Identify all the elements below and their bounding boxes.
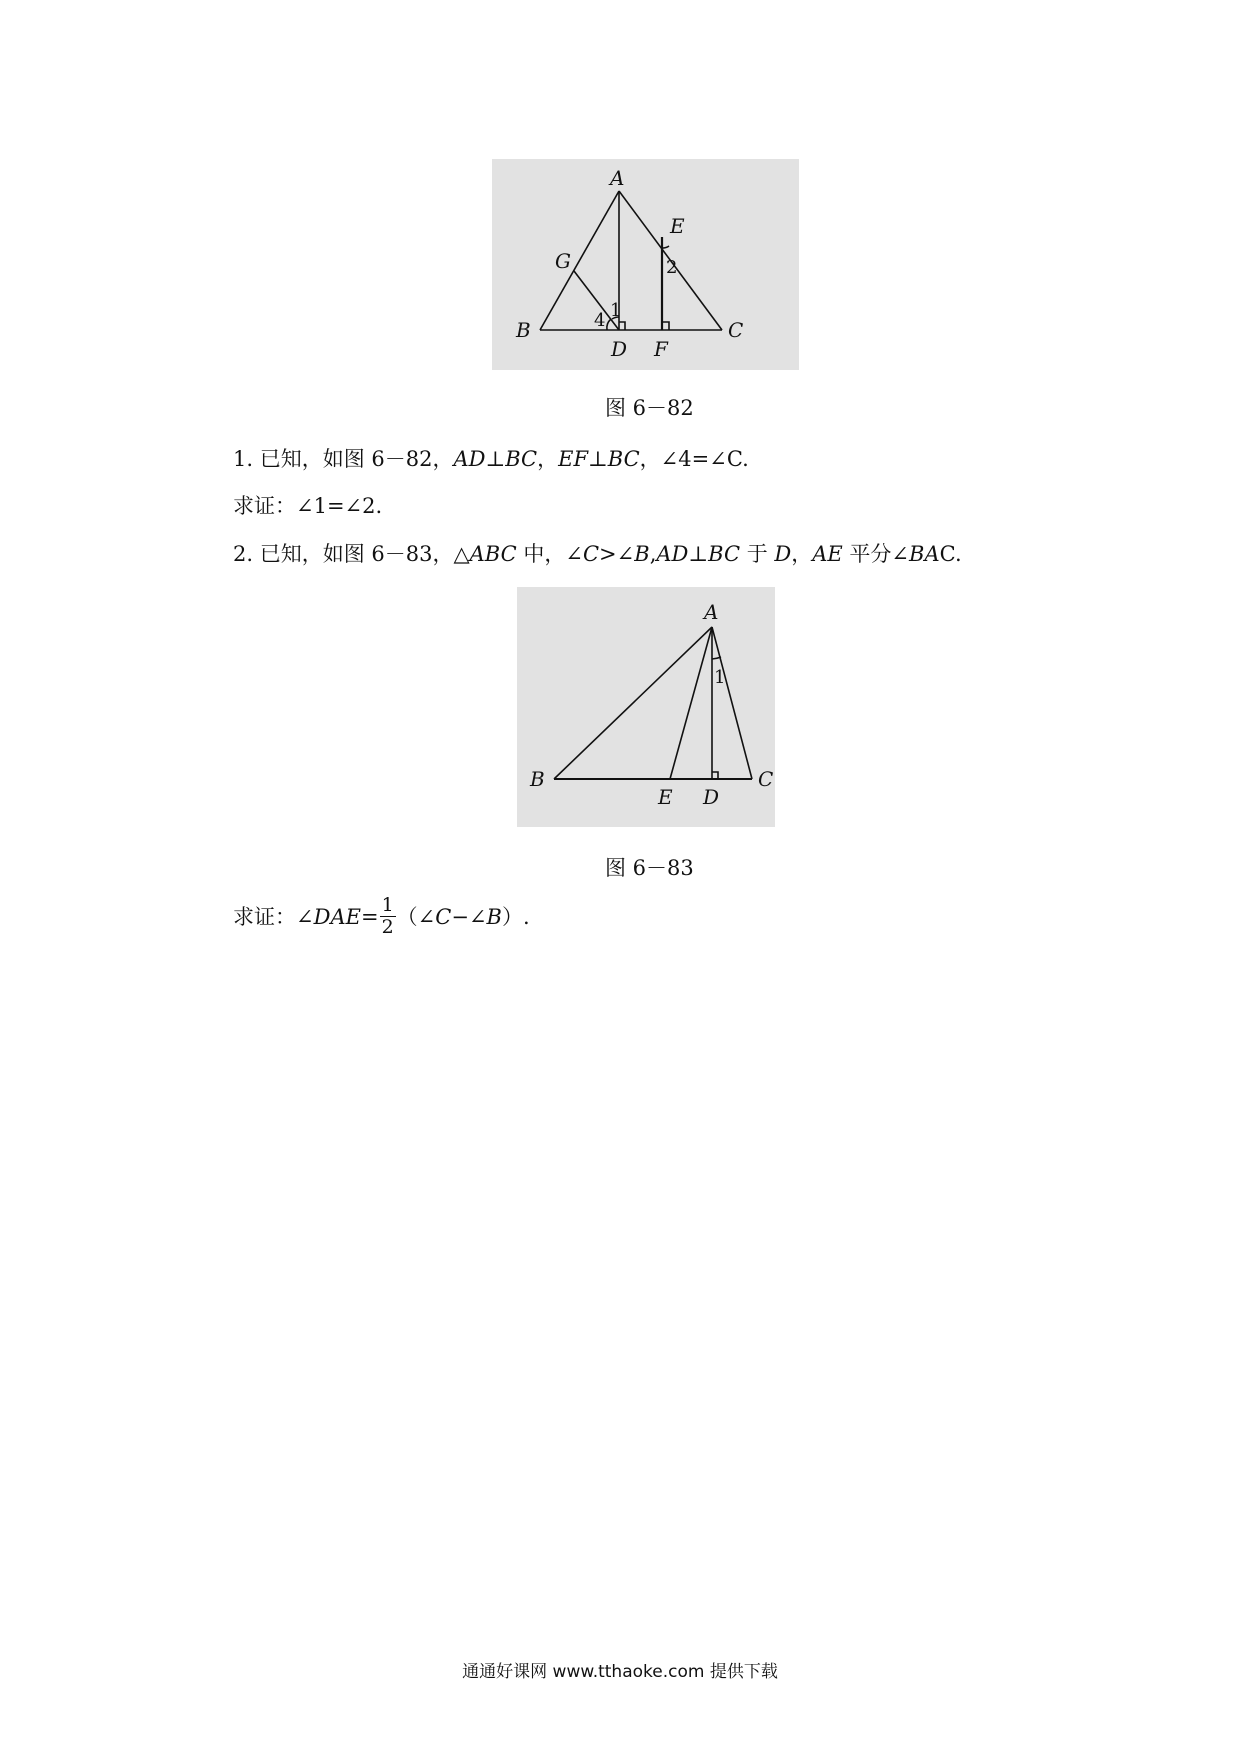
label-d: D <box>703 785 720 809</box>
label-angle-4: 4 <box>594 310 606 331</box>
label-c: C <box>758 767 774 791</box>
label-e: E <box>670 214 685 238</box>
label-f: F <box>654 337 668 361</box>
footer-credit: 通通好课网 www.tthaoke.com 提供下载 <box>462 1662 778 1682</box>
label-g: G <box>555 249 571 273</box>
figure-6-83-diagram <box>517 587 775 827</box>
segment-ac <box>712 627 752 779</box>
figure-6-82-diagram <box>492 159 799 370</box>
label-a: A <box>704 600 719 624</box>
label-angle-1: 1 <box>714 667 726 688</box>
label-angle-2: 2 <box>666 257 678 278</box>
label-a: A <box>610 166 625 190</box>
figure-6-82-caption: 图 6－82 <box>605 396 694 420</box>
problem-2-prove: 求证：∠DAE= $\frac{1}{2}$ （∠C−∠B）. <box>233 894 530 938</box>
figure-6-83-caption: 图 6－83 <box>605 856 694 880</box>
segment-ae <box>670 627 712 779</box>
problem-1-prove: 求证：∠1=∠2. <box>233 494 383 518</box>
label-d: D <box>611 337 628 361</box>
figure-6-83 <box>517 587 775 827</box>
label-c: C <box>728 318 744 342</box>
figure-6-82 <box>492 159 799 370</box>
right-angle-d <box>712 772 718 779</box>
fraction-one-half: $\frac{1}{2}$ <box>381 894 394 938</box>
label-angle-1: 1 <box>610 300 622 321</box>
right-angle-d <box>619 322 625 330</box>
problem-2-statement: 2. 已知，如图 6－83，△ABC 中，∠C>∠B,AD⊥BC 于 D，AE 平分∠BAC. <box>233 542 962 566</box>
segment-ab <box>554 627 712 779</box>
label-b: B <box>530 767 545 791</box>
segment-ab <box>540 191 622 330</box>
problem-1-statement: 1. 已知，如图 6－82，AD⊥BC，EF⊥BC，∠4=∠C. <box>233 447 749 471</box>
label-b: B <box>516 318 531 342</box>
label-e: E <box>658 785 673 809</box>
